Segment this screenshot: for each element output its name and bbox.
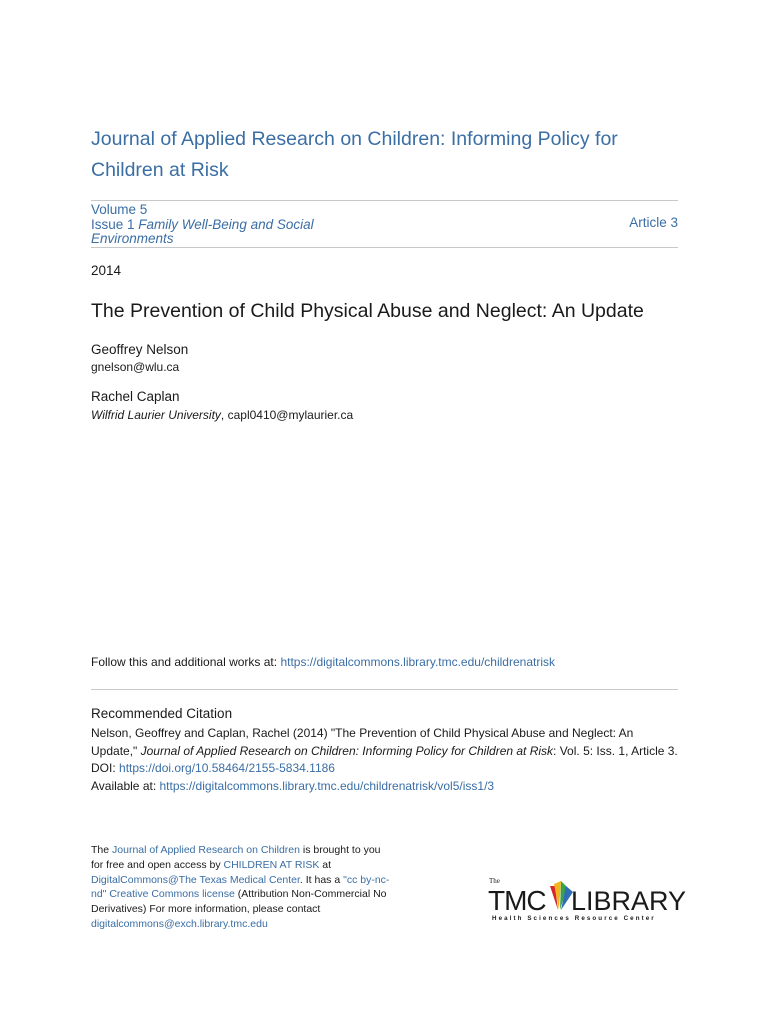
issue-theme: Family Well-Being and Social Environments xyxy=(91,216,314,246)
author-name: Geoffrey Nelson xyxy=(91,342,189,357)
author-affiliation xyxy=(91,408,353,422)
author-name: Rachel Caplan xyxy=(91,389,180,404)
follow-line xyxy=(91,655,555,669)
digitalcommons-link[interactable]: DigitalCommons@The Texas Medical Center xyxy=(91,873,300,886)
issue-number: Issue 1 xyxy=(91,216,135,232)
footer-text: The xyxy=(91,844,113,856)
follow-text: Follow this and additional works at: xyxy=(91,655,281,669)
article-number-link[interactable]: Article 3 xyxy=(629,215,678,230)
contact-email-link[interactable]: digitalcommons@exch.library.tmc.edu xyxy=(91,917,268,930)
footer-text: . It has a xyxy=(299,873,344,886)
license-link[interactable]: "cc by-nc-nd" Creative Commons license xyxy=(91,873,390,901)
logo-the: The xyxy=(489,877,500,885)
journal-home-link[interactable]: Journal of Applied Research on Children xyxy=(112,844,300,856)
journal-title-link[interactable]: Journal of Applied Research on Children: Informing Policy for Children at Risk xyxy=(91,128,618,181)
available-label: Available at: xyxy=(91,778,160,793)
author-email: , capl0410@mylaurier.ca xyxy=(220,408,354,422)
divider xyxy=(91,689,678,690)
author-institution: Wilfrid Laurier University xyxy=(91,408,221,422)
article-title: The Prevention of Child Physical Abuse and Neglect: An Update xyxy=(91,300,644,322)
logo-library: LIBRARY xyxy=(571,886,687,916)
available-line xyxy=(91,778,678,796)
citation-journal: Journal of Applied Research on Children: Informing Policy for Children at Risk xyxy=(140,743,554,758)
volume-link[interactable]: Volume 5 xyxy=(91,202,148,217)
logo-tmc: TMC xyxy=(488,885,546,916)
footer-text: at xyxy=(319,858,332,871)
tmc-library-logo xyxy=(488,872,687,924)
citation-authors-title: Nelson, Geoffrey and Caplan, Rachel (2014) "The Prevention of Child Physical Abuse and Neglect: An Update," xyxy=(91,726,634,758)
footer-text: is brought to you for free and open access by xyxy=(91,844,381,871)
article-url-link[interactable]: https://digitalcommons.library.tmc.edu/childrenatrisk/vol5/iss1/3 xyxy=(159,778,495,793)
issue-info xyxy=(91,200,678,248)
publication-year: 2014 xyxy=(91,263,122,278)
citation-volume: : Vol. 5: Iss. 1, Article 3. xyxy=(553,743,678,758)
footer-text: (Attribution Non-Commercial No Derivatives) For more information, please contact xyxy=(91,888,387,916)
issue-link[interactable] xyxy=(91,218,351,247)
doi-link[interactable]: https://doi.org/10.58464/2155-5834.1186 xyxy=(119,761,335,775)
cover-page xyxy=(91,0,687,1024)
doi-line xyxy=(91,760,678,778)
citation-block xyxy=(91,725,678,795)
citation-text xyxy=(91,725,678,760)
logo-flame-icon xyxy=(550,881,573,910)
access-statement xyxy=(91,843,391,932)
logo-tagline: Health Sciences Resource Center xyxy=(492,915,656,922)
recommended-citation-heading: Recommended Citation xyxy=(91,706,233,721)
issue-left xyxy=(91,203,351,247)
author-email: gnelson@wlu.ca xyxy=(91,360,180,374)
doi-label: DOI: xyxy=(91,761,120,775)
collection-link[interactable]: https://digitalcommons.library.tmc.edu/childrenatrisk xyxy=(280,655,555,669)
children-at-risk-link[interactable]: CHILDREN AT RISK xyxy=(223,858,320,871)
